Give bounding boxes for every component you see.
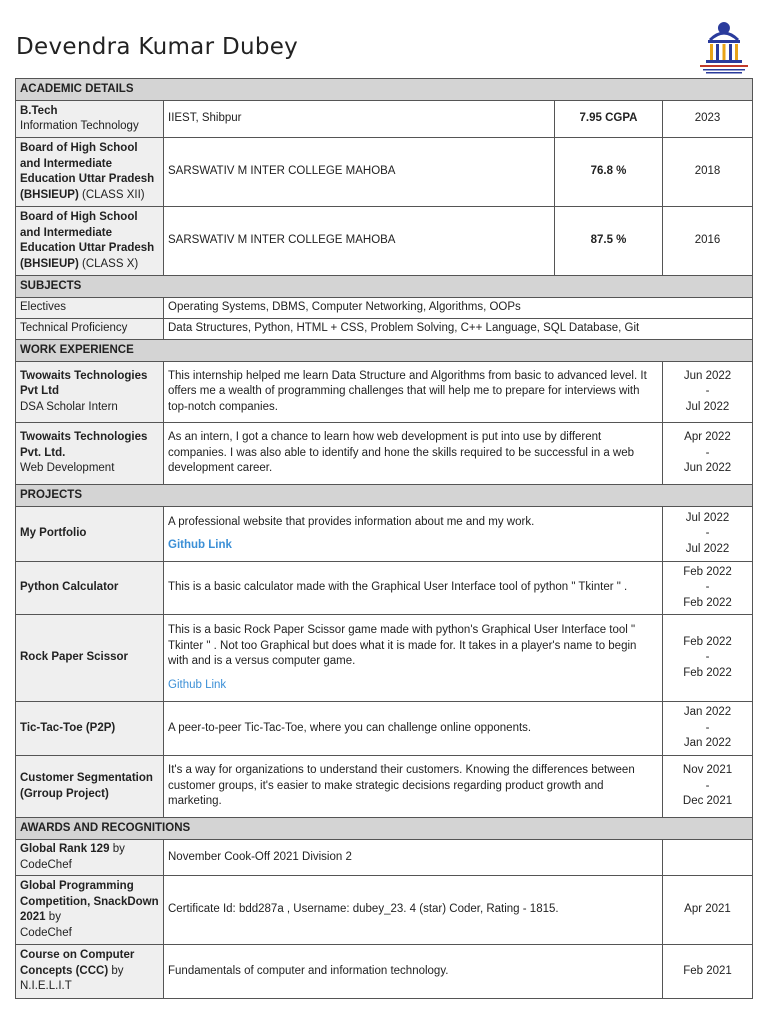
date-cell: Nov 2021 - Dec 2021 (663, 756, 753, 818)
table-row (16, 138, 753, 207)
year-cell: 2023 (663, 101, 753, 138)
degree-cell: B.Tech Information Technology (16, 101, 164, 138)
subject-value: Data Structures, Python, HTML + CSS, Problem Solving, C++ Language, SQL Database, Git (164, 319, 753, 340)
resume-table (15, 78, 753, 999)
award-desc: Certificate Id: bdd287a , Username: dubey_23. 4 (star) Coder, Rating - 1815. (164, 876, 663, 945)
date-cell (663, 840, 753, 876)
date-cell: Jan 2022 - Jan 2022 (663, 702, 753, 756)
award-title: Global Rank 129 by CodeChef (16, 840, 164, 876)
project-desc: A professional website that provides information about me and my work. Github Link (164, 507, 663, 562)
project-name: Rock Paper Scissor (16, 615, 164, 702)
date-cell: Jun 2022 - Jul 2022 (663, 362, 753, 423)
project-desc: This is a basic calculator made with the Graphical User Interface tool of python " Tkinter " . (164, 562, 663, 615)
project-desc: This is a basic Rock Paper Scissor game made with python's Graphical User Interface tool " Tkinter " . Not too Graphical but does what it is made for. It takes in a player's name to begin with and is a versus computer game. Github Link (164, 615, 663, 702)
award-title: Course on Computer Concepts (CCC) by N.I.E.L.I.T (16, 945, 164, 999)
section-projects (16, 485, 753, 507)
table-row (16, 101, 753, 138)
company-cell: Twowaits Technologies Pvt. Ltd. Web Development (16, 423, 164, 485)
project-name: Python Calculator (16, 562, 164, 615)
table-row (16, 562, 753, 615)
award-desc: Fundamentals of computer and information technology. (164, 945, 663, 999)
section-title: PROJECTS (16, 485, 753, 507)
score-cell: 87.5 % (555, 207, 663, 276)
section-awards (16, 818, 753, 840)
table-row (16, 207, 753, 276)
table-row (16, 362, 753, 423)
table-row (16, 702, 753, 756)
date-cell: Apr 2022 - Jun 2022 (663, 423, 753, 485)
institute-emblem-icon (694, 18, 754, 74)
degree-cell: Board of High School and Intermediate Education Uttar Pradesh (BHSIEUP) (CLASS X) (16, 207, 164, 276)
company-cell: Twowaits Technologies Pvt Ltd DSA Scholar Intern (16, 362, 164, 423)
table-row (16, 756, 753, 818)
date-cell: Feb 2022 - Feb 2022 (663, 615, 753, 702)
table-row (16, 507, 753, 562)
institute-cell: SARSWATIV M INTER COLLEGE MAHOBA (164, 207, 555, 276)
project-name: Tic-Tac-Toe (P2P) (16, 702, 164, 756)
score-cell: 7.95 CGPA (555, 101, 663, 138)
institute-cell: IIEST, Shibpur (164, 101, 555, 138)
section-title: ACADEMIC DETAILS (16, 79, 753, 101)
project-name: Customer Segmentation (Grroup Project) (16, 756, 164, 818)
subject-value: Operating Systems, DBMS, Computer Networking, Algorithms, OOPs (164, 298, 753, 319)
date-cell: Apr 2021 (663, 876, 753, 945)
award-title: Global Programming Competition, SnackDown 2021 by CodeChef (16, 876, 164, 945)
work-desc: This internship helped me learn Data Structure and Algorithms from basic to advanced level. It offers me a wealth of programming challenges that will help me to prepare for interviews with top-notch companies. (164, 362, 663, 423)
table-row (16, 319, 753, 340)
table-row (16, 876, 753, 945)
section-title: WORK EXPERIENCE (16, 340, 753, 362)
section-title: AWARDS AND RECOGNITIONS (16, 818, 753, 840)
table-row (16, 840, 753, 876)
github-link[interactable]: Github Link (168, 539, 232, 551)
table-row (16, 945, 753, 999)
section-work (16, 340, 753, 362)
table-row (16, 298, 753, 319)
date-cell: Jul 2022 - Jul 2022 (663, 507, 753, 562)
project-desc: A peer-to-peer Tic-Tac-Toe, where you can challenge online opponents. (164, 702, 663, 756)
section-title: SUBJECTS (16, 276, 753, 298)
table-row (16, 423, 753, 485)
section-academic (16, 79, 753, 101)
project-desc: It's a way for organizations to understand their customers. Knowing the differences between customer groups, it's easier to make strategic decisions regarding product growth and marketing. (164, 756, 663, 818)
score-cell: 76.8 % (555, 138, 663, 207)
section-subjects (16, 276, 753, 298)
resume-name: Devendra Kumar Dubey (16, 34, 299, 60)
year-cell: 2016 (663, 207, 753, 276)
github-link[interactable]: Github Link (168, 678, 227, 691)
work-desc: As an intern, I got a chance to learn how web development is put into use by different companies. I was also able to identify and hone the skills required to be successful in a web development career. (164, 423, 663, 485)
table-row (16, 615, 753, 702)
date-cell: Feb 2022 - Feb 2022 (663, 562, 753, 615)
institute-cell: SARSWATIV M INTER COLLEGE MAHOBA (164, 138, 555, 207)
degree-cell: Board of High School and Intermediate Education Uttar Pradesh (BHSIEUP) (CLASS XII) (16, 138, 164, 207)
year-cell: 2018 (663, 138, 753, 207)
date-cell: Feb 2021 (663, 945, 753, 999)
project-name: My Portfolio (16, 507, 164, 562)
subject-label: Technical Proficiency (16, 319, 164, 340)
subject-label: Electives (16, 298, 164, 319)
award-desc: November Cook-Off 2021 Division 2 (164, 840, 663, 876)
